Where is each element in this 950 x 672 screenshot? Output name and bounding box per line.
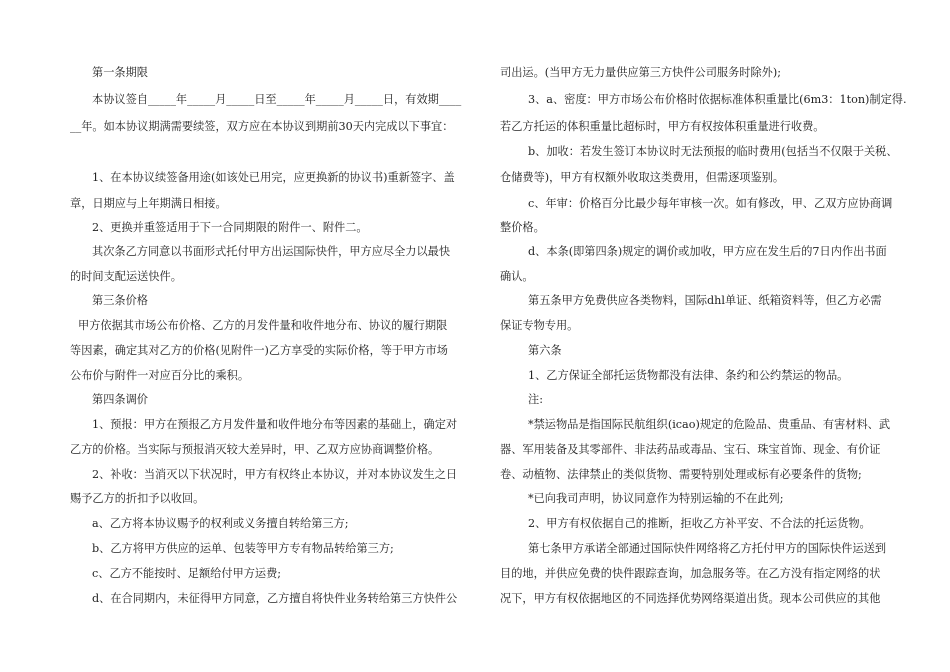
list-item: d、在合同期内，未征得甲方同意，乙方擅自将快件业务转给第三方快件公 [92, 592, 458, 605]
paragraph-line: 仓储费等)，甲方有权额外收取这类费用，但需逐项鉴别。 [500, 171, 785, 184]
paragraph-line: 3、a、密度：甲方市场公布价格时依据标准体积重量比(6m3：1ton)制定得. [528, 93, 907, 106]
list-item: b、乙方将甲方供应的运单、包装等甲方专有物品转给第三方; [92, 542, 394, 555]
list-item: c、乙方不能按时、足额给付甲方运费; [92, 567, 282, 580]
paragraph-line: 其次条乙方同意以书面形式托付甲方出运国际快件，甲方应尽全力以最快 [92, 245, 451, 258]
paragraph-line: 司出运。(当甲方无力量供应第三方快件公司服务时除外); [500, 66, 781, 79]
paragraph-line: 2、补收：当消灭以下状况时，甲方有权终止本协议，并对本协议发生之日 [92, 468, 458, 481]
note-label: 注: [528, 393, 543, 406]
heading-article-5: 第五条甲方免费供应各类物料，国际dhl单证、纸箱资料等，但乙方必需 [528, 294, 882, 307]
paragraph-line: 1、乙方保证全部托运货物都没有法律、条约和公约禁运的物品。 [528, 369, 849, 382]
paragraph-line: 2、更换并重签适用于下一合同期限的附件一、附件二。 [92, 221, 368, 234]
paragraph-line: 1、预报：甲方在预报乙方月发件量和收件地分布等因素的基础上，确定对 [92, 418, 458, 431]
paragraph-line: __年。如本协议期满需要续签，双方应在本协议到期前30天内完成以下事宜： [70, 120, 454, 133]
paragraph-line: b、加收：若发生签订本协议时无法预报的临时费用(包括当不仅限于关税、 [528, 145, 898, 158]
paragraph-line: 章，日期应与上年期满日相接。 [70, 197, 227, 210]
paragraph-line: 卷、动植物、法律禁止的类似货物、需要特别处理或标有必要条件的货物; [500, 468, 862, 481]
paragraph-line: *已向我司声明，协议同意作为特别运输的不在此列; [528, 492, 784, 505]
paragraph-line: 2、甲方有权依据自己的推断，拒收乙方补平安、不合法的托运货物。 [528, 517, 871, 530]
paragraph-line: 公布价与附件一对应百分比的乘积。 [70, 369, 250, 382]
paragraph-line: 1、在本协议续签备用途(如该处已用完，应更换新的协议书)重新签字、盖 [92, 171, 455, 184]
paragraph-line: 本协议签自_____年_____月_____日至_____年_____月_____日，有效期____ [92, 93, 462, 106]
paragraph-line: 赐予乙方的折扣予以收回。 [70, 492, 205, 505]
paragraph-line: 等因素，确定其对乙方的价格(见附件一)乙方享受的实际价格，等于甲方市场 [70, 344, 448, 357]
paragraph-line: 确认。 [500, 270, 534, 283]
paragraph-line: 整价格。 [500, 221, 545, 234]
paragraph-line: *禁运物品是指国际民航组织(icao)规定的危险品、贵重品、有害材料、武 [528, 418, 891, 431]
heading-article-3: 第三条价格 [92, 294, 148, 307]
paragraph-line: 甲方依据其市场公布价格、乙方的月发件量和收件地分布、协议的履行期限 [78, 319, 448, 332]
paragraph-line: 器、军用装备及其零部件、非法药品或毒品、宝石、珠宝首饰、现金、有价证 [500, 443, 881, 456]
paragraph-line: d、本条(即第四条)规定的调价或加收，甲方应在发生后的7日内作出书面 [528, 245, 887, 258]
paragraph-line: 的时间支配运送快件。 [70, 270, 182, 283]
paragraph-line: 况下，甲方有权依据地区的不同选择优势网络渠道出货。现本公司供应的其他 [500, 592, 881, 605]
paragraph-line: 乙方的价格。当实际与预报消灭较大差异时，甲、乙双方应协商调整价格。 [70, 443, 440, 456]
paragraph-line: c、年审：价格百分比最少每年审核一次。如有修改，甲、乙双方应协商调 [528, 197, 893, 210]
list-item: a、乙方将本协议赐予的权利或义务擅自转给第三方; [92, 517, 349, 530]
heading-article-7: 第七条甲方承诺全部通过国际快件网络将乙方托付甲方的国际快件运送到 [528, 542, 887, 555]
paragraph-line: 保证专物专用。 [500, 319, 579, 332]
heading-article-6: 第六条 [528, 344, 562, 357]
paragraph-line: 目的地，并供应免费的快件跟踪查询，加急服务等。在乙方没有指定网络的状 [500, 567, 881, 580]
paragraph-line: 若乙方托运的体积重量比超标时，甲方有权按体积重量进行收费。 [500, 120, 825, 133]
heading-article-1: 第一条期限 [92, 66, 148, 79]
heading-article-4: 第四条调价 [92, 393, 148, 406]
